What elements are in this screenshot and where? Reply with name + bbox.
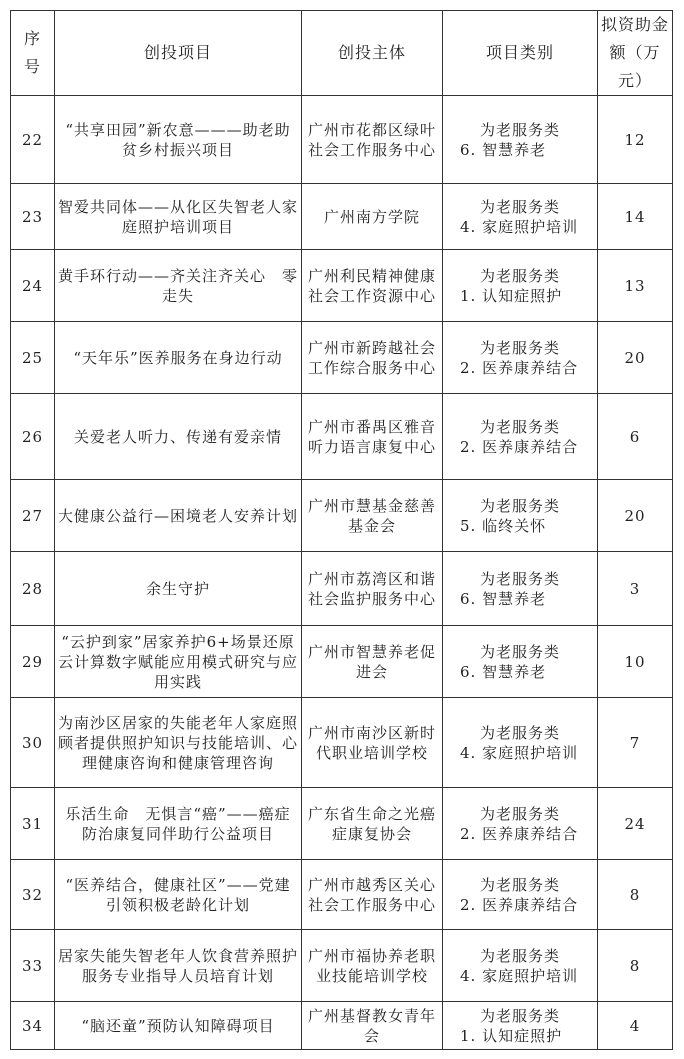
row-no: 32 xyxy=(11,860,55,930)
project-table xyxy=(10,10,673,1050)
table-row xyxy=(11,1002,673,1050)
row-category xyxy=(443,250,598,322)
row-no: 34 xyxy=(11,1002,55,1050)
row-amount: 20 xyxy=(598,322,673,394)
row-project-name: 大健康公益行—困境老人安养计划 xyxy=(55,480,302,552)
row-organization: 广州市福协养老职业技能培训学校 xyxy=(302,930,443,1002)
row-category-main: 为老服务类 xyxy=(479,338,560,357)
row-organization: 广州利民精神健康社会工作资源中心 xyxy=(302,250,443,322)
row-organization: 广州市荔湾区和谐社会监护服务中心 xyxy=(302,552,443,626)
row-category xyxy=(443,626,598,698)
row-no: 28 xyxy=(11,552,55,626)
row-amount: 10 xyxy=(598,626,673,698)
table-row xyxy=(11,322,673,394)
row-amount: 14 xyxy=(598,184,673,250)
row-category xyxy=(443,96,598,184)
row-category-sub: 4. 家庭照护培训 xyxy=(460,743,579,762)
header-no-line2: 号 xyxy=(23,57,41,76)
row-category xyxy=(443,184,598,250)
row-organization: 广州市新跨越社会工作综合服务中心 xyxy=(302,322,443,394)
row-category-sub: 6. 智慧养老 xyxy=(460,140,547,159)
header-row xyxy=(11,11,673,96)
row-organization: 广州基督教女青年会 xyxy=(302,1002,443,1050)
row-category-sub: 4. 家庭照护培训 xyxy=(460,217,579,236)
table-row xyxy=(11,930,673,1002)
row-project-name: 为南沙区居家的失能老年人家庭照顾者提供照护知识与技能培训、心理健康咨询和健康管理咨询 xyxy=(55,698,302,788)
row-category-sub: 6. 智慧养老 xyxy=(460,662,547,681)
header-no xyxy=(11,11,55,96)
header-category: 项目类别 xyxy=(443,11,598,96)
row-organization: 广州市越秀区关心社会工作服务中心 xyxy=(302,860,443,930)
row-category-main: 为老服务类 xyxy=(479,1006,560,1025)
row-organization: 广州南方学院 xyxy=(302,184,443,250)
row-organization: 广州市智慧养老促进会 xyxy=(302,626,443,698)
table-row xyxy=(11,788,673,860)
row-category xyxy=(443,930,598,1002)
row-category-sub: 2. 医养康养结合 xyxy=(460,358,579,377)
row-no: 23 xyxy=(11,184,55,250)
row-category-main: 为老服务类 xyxy=(479,642,560,661)
table-row xyxy=(11,552,673,626)
row-project-name: 关爱老人听力、传递有爱亲情 xyxy=(55,394,302,480)
header-amount-line1: 拟资助金 xyxy=(601,15,670,34)
row-project-name: 黄手环行动——齐关注齐关心 零走失 xyxy=(55,250,302,322)
row-amount: 7 xyxy=(598,698,673,788)
row-project-name: “脑还童”预防认知障碍项目 xyxy=(55,1002,302,1050)
row-category-sub: 2. 医养康养结合 xyxy=(460,895,579,914)
row-project-name: “共享田园”新农意———助老助贫乡村振兴项目 xyxy=(55,96,302,184)
table-row xyxy=(11,860,673,930)
row-project-name: “天年乐”医养服务在身边行动 xyxy=(55,322,302,394)
row-project-name: 乐活生命 无惧言“癌”——癌症防治康复同伴助行公益项目 xyxy=(55,788,302,860)
row-no: 22 xyxy=(11,96,55,184)
row-organization: 广东省生命之光癌症康复协会 xyxy=(302,788,443,860)
row-category-sub: 5. 临终关怀 xyxy=(460,516,547,535)
table-row xyxy=(11,480,673,552)
table-row xyxy=(11,250,673,322)
row-no: 33 xyxy=(11,930,55,1002)
row-category xyxy=(443,860,598,930)
row-amount: 24 xyxy=(598,788,673,860)
row-category-main: 为老服务类 xyxy=(479,946,560,965)
row-organization: 广州市南沙区新时代职业培训学校 xyxy=(302,698,443,788)
row-organization: 广州市番禺区雅音听力语言康复中心 xyxy=(302,394,443,480)
row-category xyxy=(443,480,598,552)
row-category-sub: 1. 认知症照护 xyxy=(460,1026,563,1045)
table-row xyxy=(11,184,673,250)
row-no: 26 xyxy=(11,394,55,480)
row-project-name: 智爱共同体——从化区失智老人家庭照护培训项目 xyxy=(55,184,302,250)
row-amount: 13 xyxy=(598,250,673,322)
row-category-main: 为老服务类 xyxy=(479,804,560,823)
row-project-name: 余生守护 xyxy=(55,552,302,626)
row-category xyxy=(443,788,598,860)
row-amount: 8 xyxy=(598,860,673,930)
row-category-main: 为老服务类 xyxy=(479,723,560,742)
row-no: 29 xyxy=(11,626,55,698)
row-no: 27 xyxy=(11,480,55,552)
header-no-line1: 序 xyxy=(23,29,41,48)
header-amount xyxy=(598,11,673,96)
row-category-sub: 2. 医养康养结合 xyxy=(460,824,579,843)
row-category-main: 为老服务类 xyxy=(479,266,560,285)
row-no: 30 xyxy=(11,698,55,788)
row-amount: 12 xyxy=(598,96,673,184)
header-amount-line2: 额（万元） xyxy=(609,43,661,90)
row-amount: 3 xyxy=(598,552,673,626)
row-no: 25 xyxy=(11,322,55,394)
header-org: 创投主体 xyxy=(302,11,443,96)
row-category xyxy=(443,698,598,788)
header-name: 创投项目 xyxy=(55,11,302,96)
row-category xyxy=(443,552,598,626)
table-row xyxy=(11,394,673,480)
row-no: 31 xyxy=(11,788,55,860)
row-category-main: 为老服务类 xyxy=(479,496,560,515)
row-project-name: “医养结合，健康社区”——党建引领积极老龄化计划 xyxy=(55,860,302,930)
row-category-main: 为老服务类 xyxy=(479,875,560,894)
row-category-main: 为老服务类 xyxy=(479,569,560,588)
row-category-main: 为老服务类 xyxy=(479,120,560,139)
row-amount: 20 xyxy=(598,480,673,552)
row-amount: 6 xyxy=(598,394,673,480)
row-category xyxy=(443,322,598,394)
row-amount: 8 xyxy=(598,930,673,1002)
row-category-sub: 2. 医养康养结合 xyxy=(460,437,579,456)
row-organization: 广州市慧基金慈善基金会 xyxy=(302,480,443,552)
row-category xyxy=(443,394,598,480)
table-row xyxy=(11,626,673,698)
row-category-sub: 1. 认知症照护 xyxy=(460,286,563,305)
row-no: 24 xyxy=(11,250,55,322)
row-category-sub: 4. 家庭照护培训 xyxy=(460,966,579,985)
row-project-name: “云护到家”居家养护6+场景还原云计算数字赋能应用模式研究与应用实践 xyxy=(55,626,302,698)
row-amount: 4 xyxy=(598,1002,673,1050)
table-row xyxy=(11,698,673,788)
row-category-sub: 6. 智慧养老 xyxy=(460,589,547,608)
row-organization: 广州市花都区绿叶社会工作服务中心 xyxy=(302,96,443,184)
row-category xyxy=(443,1002,598,1050)
row-project-name: 居家失能失智老年人饮食营养照护服务专业指导人员培育计划 xyxy=(55,930,302,1002)
row-category-main: 为老服务类 xyxy=(479,197,560,216)
row-category-main: 为老服务类 xyxy=(479,417,560,436)
table-row xyxy=(11,96,673,184)
